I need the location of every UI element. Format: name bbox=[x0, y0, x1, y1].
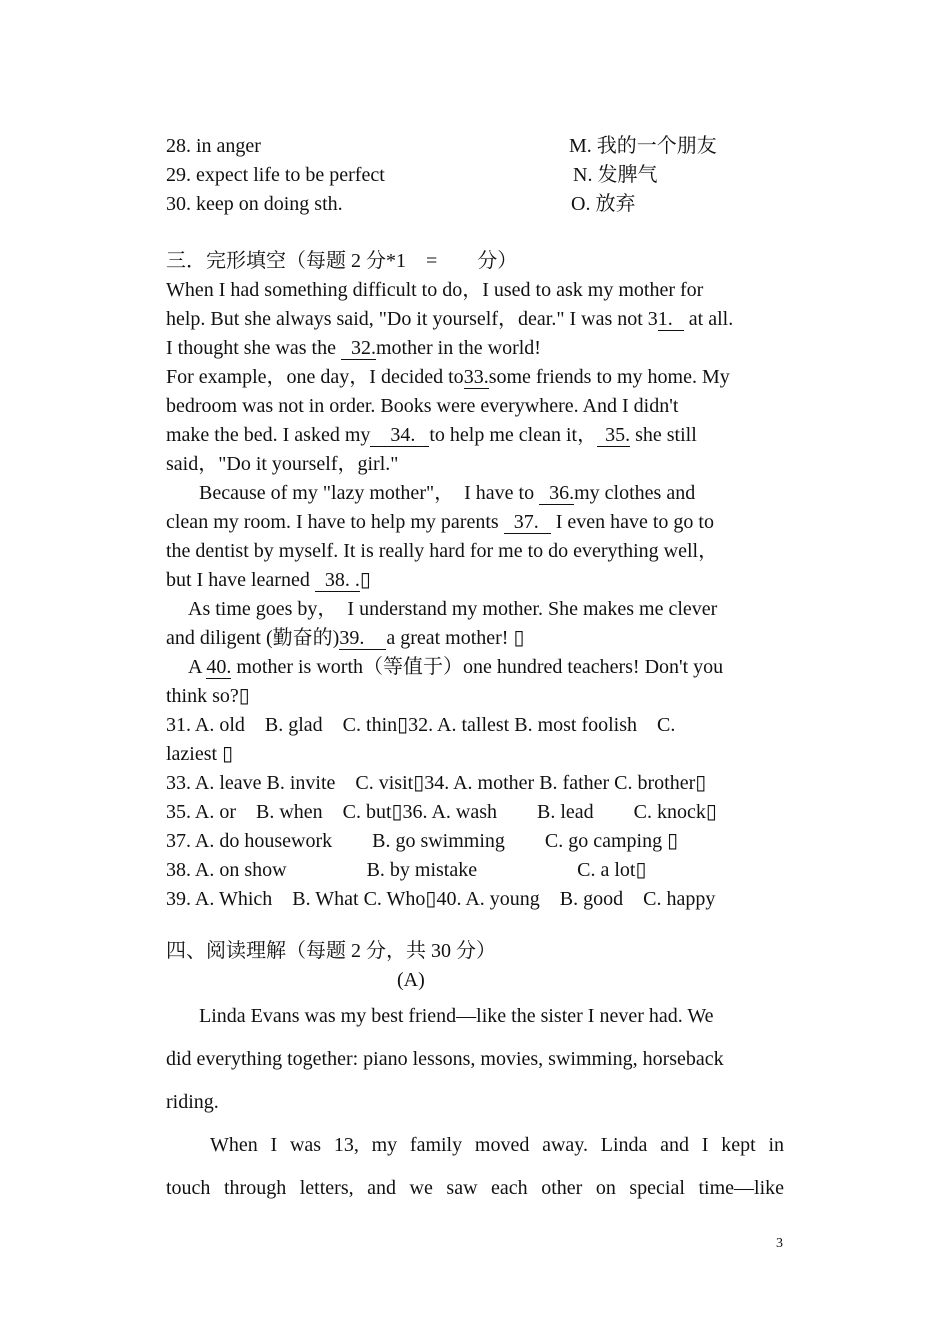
cloze-text: clean my room. I have to help my parents bbox=[166, 511, 504, 533]
options-line: 35. A. or B. when C. but▯36. A. wash B. lead C. knock▯ bbox=[166, 801, 717, 823]
cloze-line bbox=[166, 624, 524, 652]
cloze-text: mother in the world! bbox=[375, 337, 541, 359]
cloze-line bbox=[166, 363, 730, 391]
cloze-text: a great mother! ▯ bbox=[386, 627, 525, 649]
blank-31: 1. bbox=[658, 308, 684, 331]
options-line: 31. A. old B. glad C. thin▯32. A. tallest B. most foolish C. bbox=[166, 714, 676, 736]
blank-33: 33. bbox=[463, 366, 489, 388]
cloze-line bbox=[166, 421, 697, 449]
cloze-text: but I have learned bbox=[166, 569, 315, 591]
matching-item-29: 29. expect life to be perfect bbox=[166, 164, 385, 186]
missing-glyph: ▯ bbox=[359, 569, 371, 591]
options-line: 38. A. on show B. by mistake C. a lot▯ bbox=[166, 859, 647, 881]
options-line: 33. A. leave B. invite C. visit▯34. A. mother B. father C. brother▯ bbox=[166, 772, 707, 794]
cloze-text: at all. bbox=[683, 308, 734, 330]
cloze-text: mother is worth（等值于）one hundred teachers! Don't you bbox=[231, 656, 724, 678]
cloze-line: When I had something difficult to do，I used to ask my mother for bbox=[166, 279, 704, 301]
matching-option-m: M. 我的一个朋友 bbox=[569, 135, 717, 157]
options-line: laziest ▯ bbox=[166, 743, 234, 765]
options-line: 37. A. do housework B. go swimming C. go camping ▯ bbox=[166, 830, 679, 852]
cloze-text: some friends to my home. My bbox=[488, 366, 730, 388]
cloze-text: she still bbox=[630, 424, 697, 446]
options-line: 39. A. Which B. What C. Who▯40. A. young B. good C. happy bbox=[166, 888, 716, 910]
cloze-text: A bbox=[188, 656, 207, 678]
section3-heading: 三．完形填空（每题 2 分*1 = 分） bbox=[166, 250, 518, 272]
passage-line: riding. bbox=[166, 1091, 219, 1113]
cloze-text: help. But she always said, "Do it yourself，dear." I was not 3 bbox=[166, 308, 658, 330]
blank-36: 36. bbox=[539, 482, 574, 505]
passage-line: did everything together: piano lessons, movies, swimming, horseback bbox=[166, 1048, 724, 1070]
cloze-line: bedroom was not in order. Books were everywhere. And I didn't bbox=[166, 395, 679, 417]
matching-item-28: 28. in anger bbox=[166, 135, 261, 157]
cloze-line bbox=[166, 508, 714, 536]
blank-34: 34. bbox=[370, 424, 429, 447]
cloze-line: think so?▯ bbox=[166, 685, 250, 707]
blank-35: 35. bbox=[597, 424, 630, 447]
passage-line: touch through letters, and we saw each other on special time—like bbox=[166, 1177, 784, 1199]
passage-line: Linda Evans was my best friend—like the sister I never had. We bbox=[199, 1005, 714, 1027]
matching-option-n: N. 发脾气 bbox=[573, 164, 658, 186]
cloze-line: As time goes by， I understand my mother. She makes me clever bbox=[188, 598, 718, 620]
blank-32: 32. bbox=[341, 337, 376, 360]
passage-label: (A) bbox=[397, 969, 425, 991]
matching-option-o: O. 放弃 bbox=[571, 193, 636, 215]
cloze-text: For example，one day，I decided to bbox=[166, 366, 464, 388]
cloze-text: and diligent (勤奋的) bbox=[166, 627, 340, 649]
cloze-text: my clothes and bbox=[574, 482, 696, 504]
blank-39: 39. bbox=[339, 627, 386, 650]
section4-heading: 四、阅读理解（每题 2 分，共 30 分） bbox=[166, 940, 496, 962]
cloze-line bbox=[166, 334, 541, 362]
page-number: 3 bbox=[776, 1236, 783, 1251]
blank-37: 37. bbox=[504, 511, 551, 534]
passage-line: When I was 13, my family moved away. Linda and I kept in bbox=[210, 1134, 784, 1156]
cloze-line bbox=[199, 479, 695, 507]
blank-40: 40. bbox=[206, 656, 232, 678]
matching-item-30: 30. keep on doing sth. bbox=[166, 193, 343, 215]
cloze-text: I even have to go to bbox=[550, 511, 714, 533]
blank-38: 38. . bbox=[315, 569, 360, 592]
cloze-text: I thought she was the bbox=[166, 337, 341, 359]
cloze-line: said，"Do it yourself，girl." bbox=[166, 453, 399, 475]
cloze-text: Because of my "lazy mother"， I have to bbox=[199, 482, 540, 504]
cloze-line: the dentist by myself. It is really hard for me to do everything well， bbox=[166, 540, 719, 562]
cloze-text: make the bed. I asked my bbox=[166, 424, 371, 446]
cloze-line bbox=[188, 653, 723, 681]
cloze-line bbox=[166, 305, 733, 333]
cloze-text: to help me clean it， bbox=[429, 424, 598, 446]
cloze-line bbox=[166, 566, 371, 594]
